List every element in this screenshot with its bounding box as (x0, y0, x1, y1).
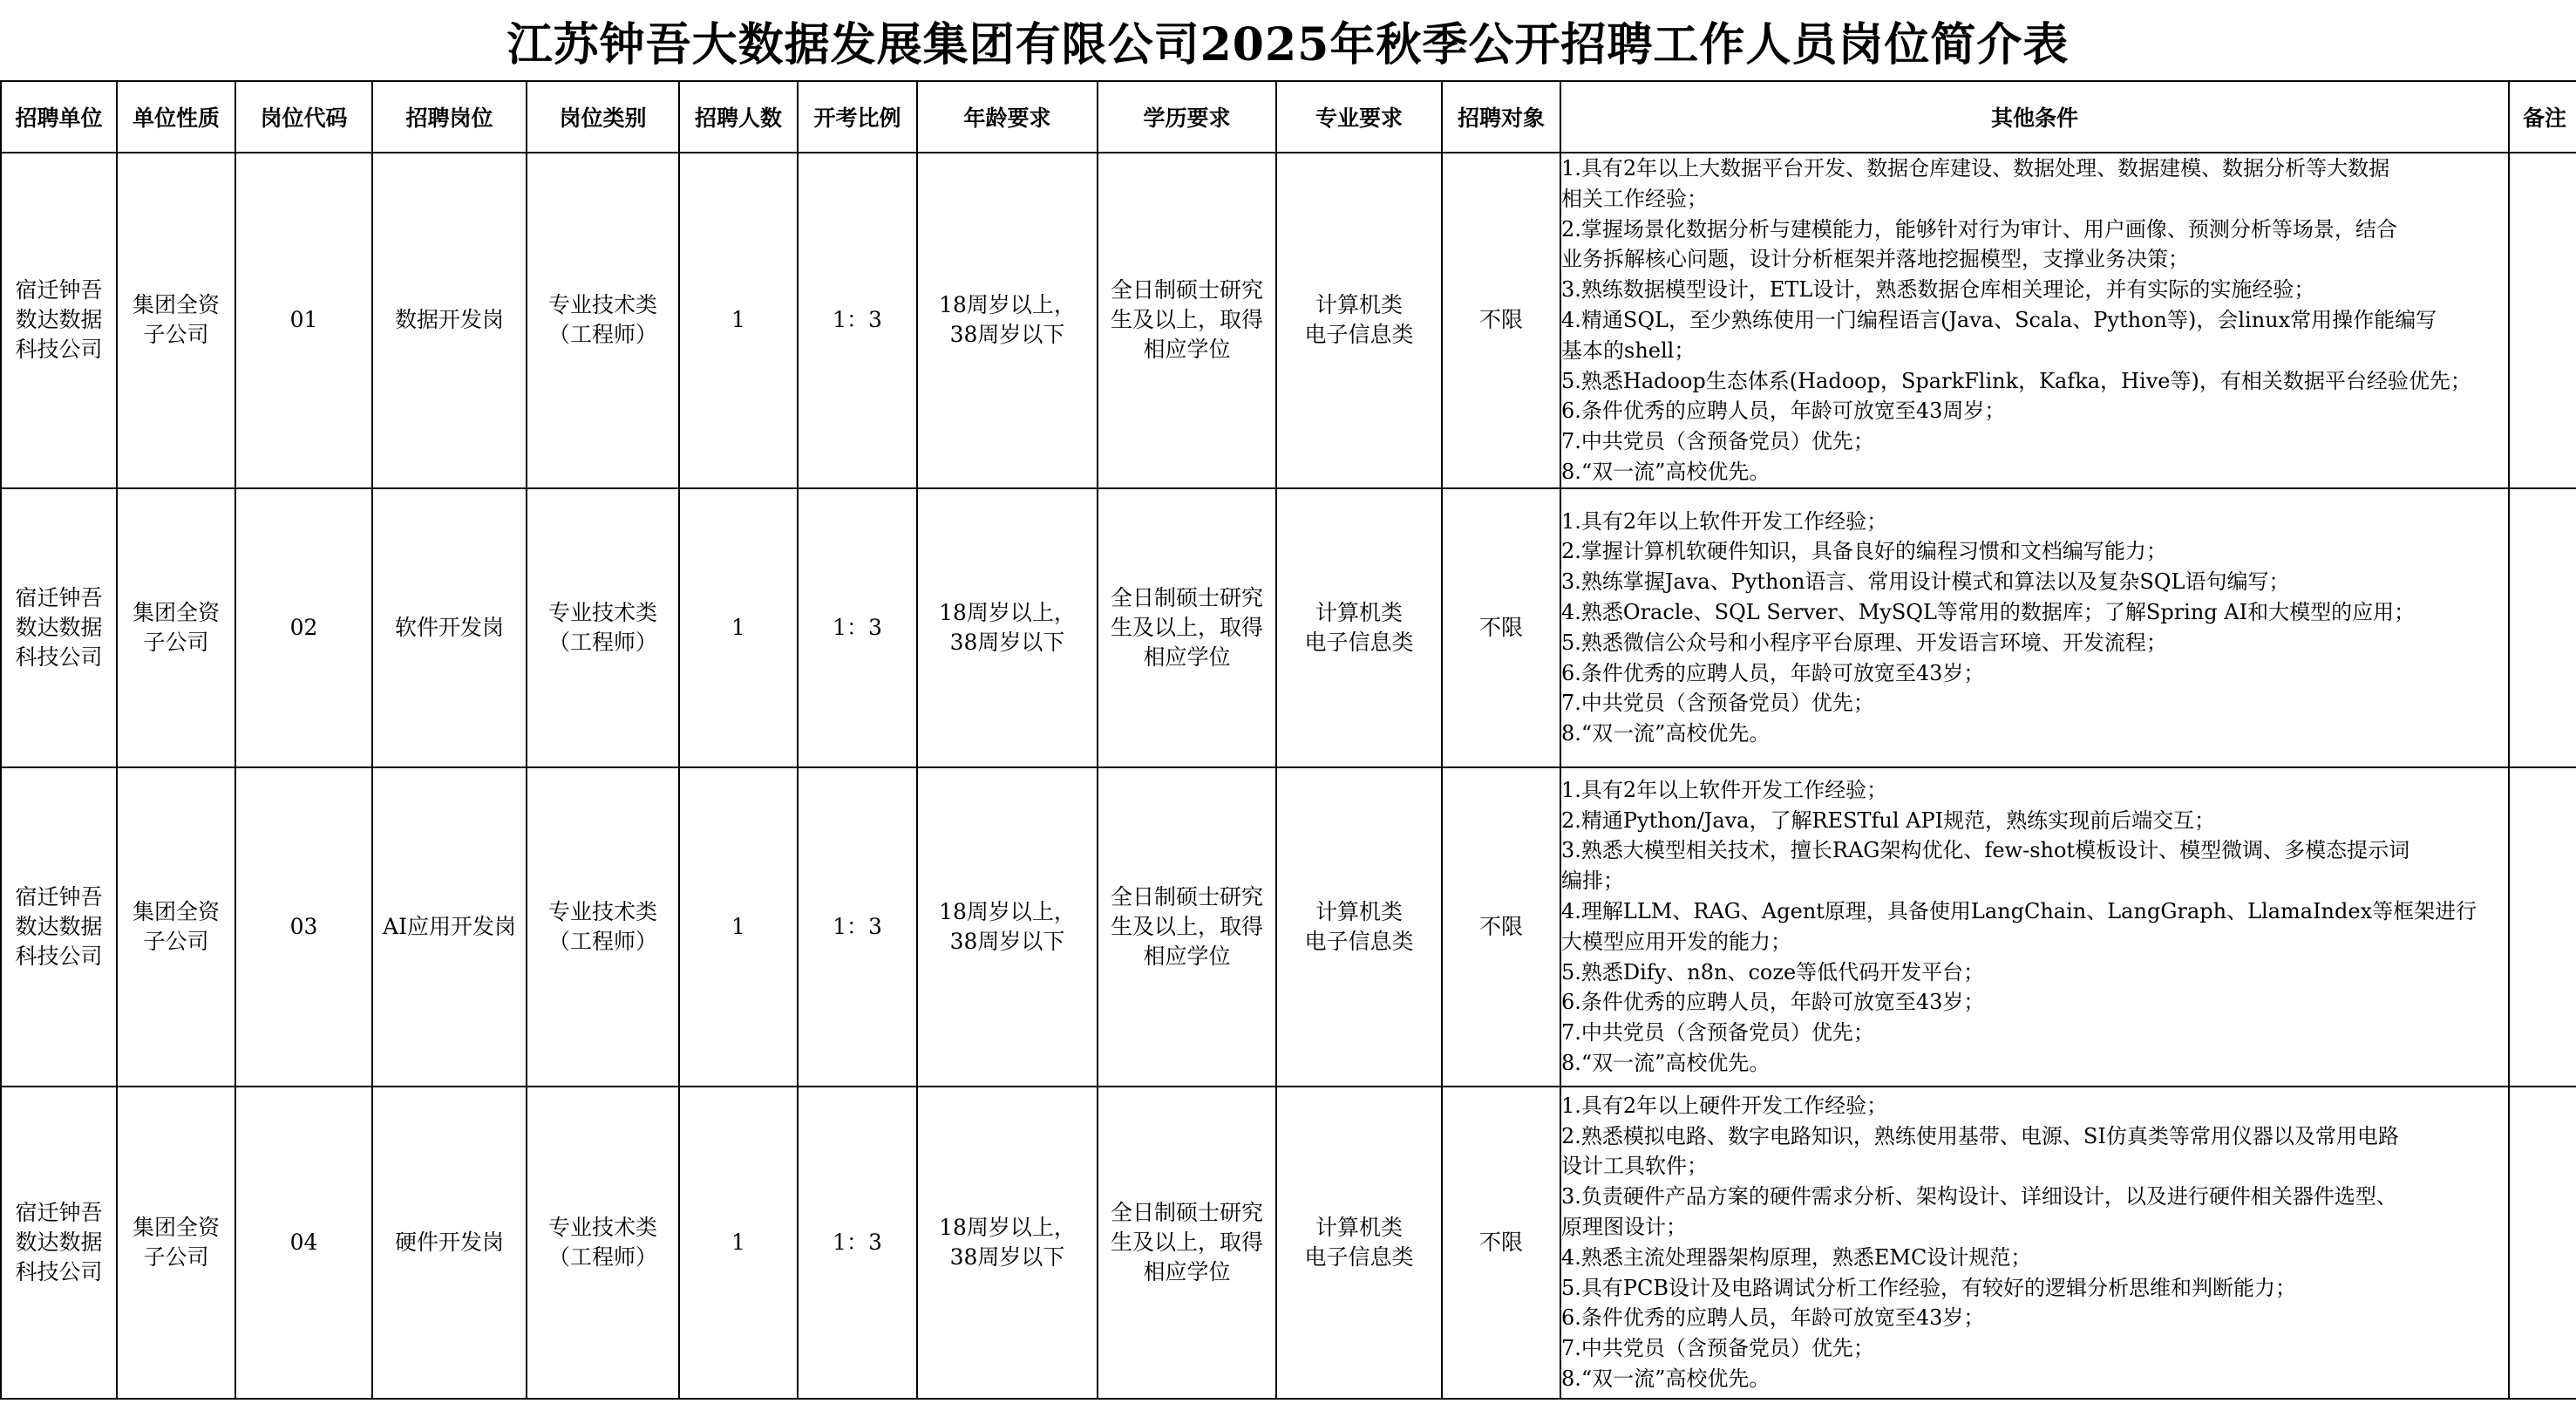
age-line: 18周岁以上， (939, 898, 1076, 924)
unit-line: 科技公司 (15, 1258, 103, 1284)
condition-line: 5.熟悉微信公众号和小程序平台原理、开发语言环境、开发流程； (1561, 630, 2167, 655)
education-line: 相应学位 (1143, 644, 1231, 670)
major-line: 计算机类 (1315, 599, 1403, 625)
category-line: （工程师） (547, 629, 657, 655)
code-cell: 03 (235, 767, 372, 1087)
category-cell (527, 488, 679, 767)
post-cell: 软件开发岗 (372, 488, 527, 767)
unit-line: 数达数据 (15, 614, 103, 640)
remark-cell (2509, 153, 2576, 488)
header-conditions: 其他条件 (1560, 81, 2509, 153)
nature-line: 集团全资 (132, 292, 220, 318)
category-cell (527, 153, 679, 488)
nature-line: 子公司 (143, 322, 209, 348)
condition-line: 8.“双一流”高校优先。 (1561, 1366, 1771, 1391)
age-cell (917, 153, 1098, 488)
header-major: 专业要求 (1276, 81, 1442, 153)
nature-line: 集团全资 (132, 1214, 220, 1240)
condition-line: 5.熟悉Hadoop生态体系(Hadoop，SparkFlink，Kafka，Hive等)，有相关数据平台经验优先； (1561, 368, 2471, 393)
table-row (1, 767, 2576, 1087)
nature-cell (117, 1087, 235, 1399)
ratio-cell: 1：3 (798, 488, 917, 767)
header-age: 年龄要求 (917, 81, 1098, 153)
remark-cell (2509, 767, 2576, 1087)
target-cell: 不限 (1442, 153, 1560, 488)
unit-line: 数达数据 (15, 913, 103, 939)
condition-line: 4.理解LLM、RAG、Agent原理，具备使用LangChain、LangGraph、LlamaIndex等框架进行 (1561, 898, 2477, 923)
header-target: 招聘对象 (1442, 81, 1560, 153)
count-cell: 1 (679, 153, 798, 488)
conditions-cell (1560, 153, 2509, 488)
education-cell (1098, 1087, 1276, 1399)
unit-cell (1, 767, 117, 1087)
major-line: 电子信息类 (1304, 629, 1414, 655)
education-line: 全日制硕士研究 (1110, 1199, 1263, 1225)
condition-line: 6.条件优秀的应聘人员，年龄可放宽至43岁； (1561, 1305, 1985, 1331)
post-cell: 硬件开发岗 (372, 1087, 527, 1399)
nature-cell (117, 767, 235, 1087)
conditions-cell (1560, 1087, 2509, 1399)
category-line: （工程师） (547, 928, 657, 954)
nature-cell (117, 153, 235, 488)
education-line: 相应学位 (1143, 943, 1231, 969)
unit-line: 科技公司 (15, 337, 103, 363)
unit-line: 科技公司 (15, 943, 103, 969)
unit-line: 科技公司 (15, 644, 103, 670)
age-line: 18周岁以上， (939, 1214, 1076, 1240)
education-line: 生及以上，取得 (1110, 614, 1263, 640)
age-line: 18周岁以上， (939, 292, 1076, 318)
header-remark: 备注 (2509, 81, 2576, 153)
code-cell: 01 (235, 153, 372, 488)
unit-line: 宿迁钟吾 (15, 883, 103, 910)
category-line: （工程师） (547, 1243, 657, 1270)
education-cell (1098, 488, 1276, 767)
unit-line: 数达数据 (15, 1229, 103, 1255)
education-cell (1098, 153, 1276, 488)
header-nature: 单位性质 (117, 81, 235, 153)
nature-line: 子公司 (143, 629, 209, 655)
condition-line: 6.条件优秀的应聘人员，年龄可放宽至43周岁； (1561, 399, 2006, 424)
condition-line: 2.熟悉模拟电路、数字电路知识，熟练使用基带、电源、SI仿真类等常用仪器以及常用电路 (1561, 1123, 2399, 1148)
condition-line: 6.条件优秀的应聘人员，年龄可放宽至43岁； (1561, 660, 1985, 685)
condition-line: 8.“双一流”高校优先。 (1561, 1050, 1771, 1075)
category-line: 专业技术类 (547, 898, 657, 924)
age-line: 38周岁以下 (949, 1243, 1065, 1270)
remark-cell (2509, 1087, 2576, 1399)
major-cell (1276, 1087, 1442, 1399)
education-line: 全日制硕士研究 (1110, 277, 1263, 303)
condition-line: 3.负责硬件产品方案的硬件需求分析、架构设计、详细设计，以及进行硬件相关器件选型、 (1561, 1184, 2397, 1209)
condition-line: 2.掌握计算机软硬件知识，具备良好的编程习惯和文档编写能力； (1561, 539, 2167, 564)
condition-line: 7.中共党员（含预备党员）优先； (1561, 429, 1874, 454)
major-line: 电子信息类 (1304, 928, 1414, 954)
condition-line: 3.熟练掌握Java、Python语言、常用设计模式和算法以及复杂SQL语句编写； (1561, 569, 2290, 595)
condition-line: 1.具有2年以上大数据平台开发、数据仓库建设、数据处理、数据建模、数据分析等大数据 (1561, 156, 2390, 181)
nature-cell (117, 488, 235, 767)
major-line: 计算机类 (1315, 292, 1403, 318)
condition-line: 8.“双一流”高校优先。 (1561, 721, 1771, 746)
condition-line: 8.“双一流”高校优先。 (1561, 459, 1771, 484)
table-row (1, 153, 2576, 488)
condition-line: 2.掌握场景化数据分析与建模能力，能够针对行为审计、用户画像、预测分析等场景，结合 (1561, 216, 2397, 242)
condition-line: 5.熟悉Dify、n8n、coze等低代码开发平台； (1561, 959, 1985, 985)
major-line: 计算机类 (1315, 898, 1403, 924)
count-cell: 1 (679, 767, 798, 1087)
table-row (1, 1087, 2576, 1399)
category-cell (527, 767, 679, 1087)
condition-line: 1.具有2年以上硬件开发工作经验； (1561, 1093, 1888, 1118)
condition-line: 3.熟悉大模型相关技术，擅长RAG架构优化、few-shot模板设计、模型微调、多模态提示词 (1561, 838, 2410, 863)
major-line: 电子信息类 (1304, 1243, 1414, 1270)
education-line: 相应学位 (1143, 1258, 1231, 1284)
major-cell (1276, 488, 1442, 767)
education-line: 相应学位 (1143, 337, 1231, 363)
count-cell: 1 (679, 1087, 798, 1399)
header-code: 岗位代码 (235, 81, 372, 153)
page-title: 江苏钟吾大数据发展集团有限公司2025年秋季公开招聘工作人员岗位简介表 (506, 17, 2070, 72)
education-line: 生及以上，取得 (1110, 913, 1263, 939)
header-count: 招聘人数 (679, 81, 798, 153)
category-line: 专业技术类 (547, 1214, 657, 1240)
age-cell (917, 488, 1098, 767)
age-line: 38周岁以下 (949, 629, 1065, 655)
education-line: 生及以上，取得 (1110, 1229, 1263, 1255)
major-cell (1276, 153, 1442, 488)
age-line: 38周岁以下 (949, 928, 1065, 954)
condition-line: 编排； (1561, 869, 1624, 894)
unit-line: 宿迁钟吾 (15, 277, 103, 303)
education-cell (1098, 767, 1276, 1087)
condition-line: 基本的shell； (1561, 337, 1696, 363)
category-line: （工程师） (547, 322, 657, 348)
header-unit: 招聘单位 (1, 81, 117, 153)
target-cell: 不限 (1442, 488, 1560, 767)
age-cell (917, 767, 1098, 1087)
conditions-cell (1560, 488, 2509, 767)
major-cell (1276, 767, 1442, 1087)
condition-line: 5.具有PCB设计及电路调试分析工作经验，有较好的逻辑分析思维和判断能力； (1561, 1275, 2297, 1300)
condition-line: 2.精通Python/Java，了解RESTful API规范，熟练实现前后端交互； (1561, 807, 2216, 833)
age-line: 38周岁以下 (949, 322, 1065, 348)
code-cell: 02 (235, 488, 372, 767)
condition-line: 7.中共党员（含预备党员）优先； (1561, 691, 1874, 716)
post-cell: 数据开发岗 (372, 153, 527, 488)
unit-line: 数达数据 (15, 307, 103, 333)
conditions-cell (1560, 767, 2509, 1087)
nature-line: 子公司 (143, 928, 209, 954)
age-cell (917, 1087, 1098, 1399)
condition-line: 3.熟练数据模型设计，ETL设计，熟悉数据仓库相关理论，并有实际的实施经验； (1561, 277, 2315, 303)
unit-line: 宿迁钟吾 (15, 584, 103, 610)
category-line: 专业技术类 (547, 599, 657, 625)
condition-line: 7.中共党员（含预备党员）优先； (1561, 1020, 1874, 1046)
condition-line: 1.具有2年以上软件开发工作经验； (1561, 508, 1888, 534)
ratio-cell: 1：3 (798, 153, 917, 488)
count-cell: 1 (679, 488, 798, 767)
remark-cell (2509, 488, 2576, 767)
condition-line: 7.中共党员（含预备党员）优先； (1561, 1336, 1874, 1361)
header-post: 招聘岗位 (372, 81, 527, 153)
nature-line: 集团全资 (132, 898, 220, 924)
nature-line: 集团全资 (132, 599, 220, 625)
major-line: 计算机类 (1315, 1214, 1403, 1240)
header-education: 学历要求 (1098, 81, 1276, 153)
major-line: 电子信息类 (1304, 322, 1414, 348)
condition-line: 4.熟悉Oracle、SQL Server、MySQL等常用的数据库；了解Spring AI和大模型的应用； (1561, 599, 2416, 624)
code-cell: 04 (235, 1087, 372, 1399)
unit-cell (1, 153, 117, 488)
unit-cell (1, 488, 117, 767)
education-line: 生及以上，取得 (1110, 307, 1263, 333)
recruitment-table (0, 80, 2576, 1400)
education-line: 全日制硕士研究 (1110, 584, 1263, 610)
header-ratio: 开考比例 (798, 81, 917, 153)
ratio-cell: 1：3 (798, 1087, 917, 1399)
target-cell: 不限 (1442, 767, 1560, 1087)
condition-line: 6.条件优秀的应聘人员，年龄可放宽至43岁； (1561, 990, 1985, 1015)
condition-line: 4.精通SQL，至少熟练使用一门编程语言(Java、Scala、Python等)，会linux常用操作能编写 (1561, 307, 2437, 332)
condition-line: 大模型应用开发的能力； (1561, 929, 1791, 954)
category-line: 专业技术类 (547, 292, 657, 318)
header-category: 岗位类别 (527, 81, 679, 153)
category-cell (527, 1087, 679, 1399)
header-row (1, 81, 2576, 153)
target-cell: 不限 (1442, 1087, 1560, 1399)
condition-line: 设计工具软件； (1561, 1154, 1708, 1179)
ratio-cell: 1：3 (798, 767, 917, 1087)
post-cell: AI应用开发岗 (372, 767, 527, 1087)
unit-line: 宿迁钟吾 (15, 1199, 103, 1225)
table-row (1, 488, 2576, 767)
condition-line: 4.熟悉主流处理器架构原理，熟悉EMC设计规范； (1561, 1244, 2032, 1270)
unit-cell (1, 1087, 117, 1399)
condition-line: 原理图设计； (1561, 1214, 1687, 1239)
education-line: 全日制硕士研究 (1110, 883, 1263, 910)
age-line: 18周岁以上， (939, 599, 1076, 625)
condition-line: 1.具有2年以上软件开发工作经验； (1561, 777, 1888, 802)
condition-line: 相关工作经验； (1561, 186, 1708, 211)
nature-line: 子公司 (143, 1243, 209, 1270)
condition-line: 业务拆解核心问题，设计分析框架并落地挖掘模型，支撑业务决策； (1561, 247, 2189, 272)
